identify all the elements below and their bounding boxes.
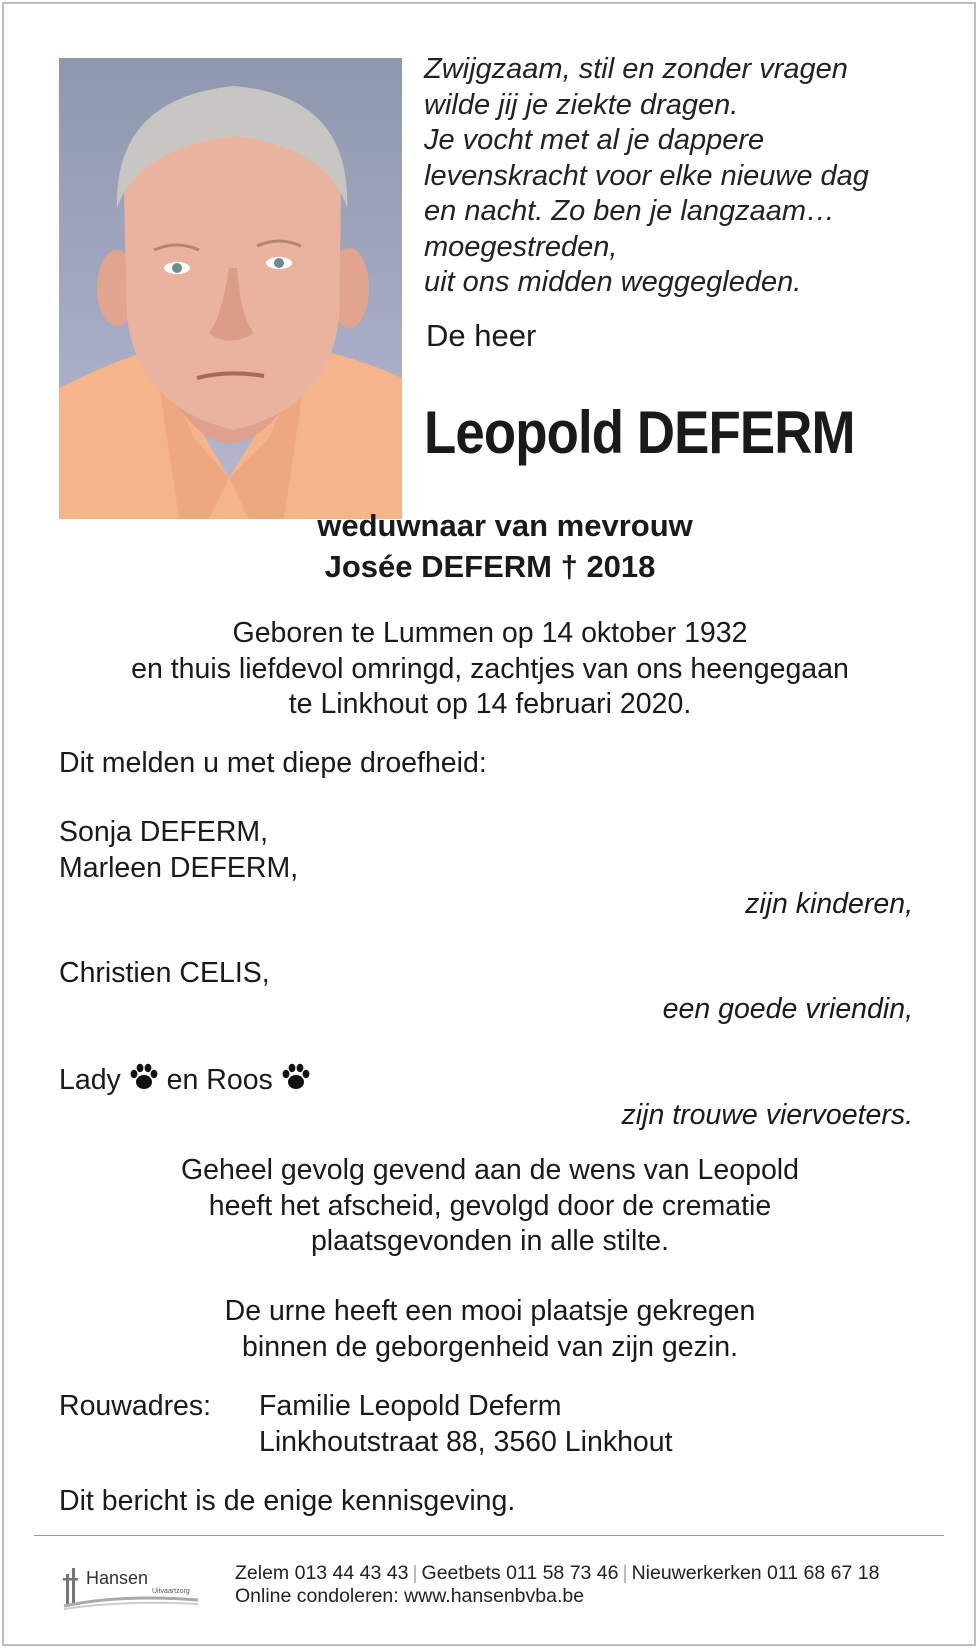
poem-line: en nacht. Zo ben je langzaam… [424,195,836,227]
pets-line [59,1063,311,1101]
poem-line: moegestreden, [424,230,618,263]
poem [424,52,869,301]
salutation: De heer [426,318,537,353]
birth-line: te Linkhout op 14 februari 2020. [288,688,692,720]
birth-line: Geboren te Lummen op 14 oktober 1932 [232,617,748,649]
footer-contact [235,1562,879,1608]
footer-divider [34,1535,944,1536]
separator: | [412,1562,418,1584]
farewell-line: Geheel gevolg gevend aan de wens van Leopold [181,1154,799,1186]
mourner-name: Christien CELIS, [59,957,270,989]
poem-line: levenskracht voor elke nieuwe dag [424,159,869,192]
mourner-name: Sonja DEFERM, [59,816,269,848]
portrait-photo [59,58,402,519]
children-role: zijn kinderen, [745,888,913,920]
phone-number: Nieuwerkerken 011 68 67 18 [631,1562,880,1584]
address-line: Linkhoutstraat 88, 3560 Linkhout [259,1425,673,1458]
urn-text [0,1294,980,1365]
address-label: Rouwadres: [59,1390,212,1422]
mourner-name: Marleen DEFERM, [59,851,299,884]
birth-line: en thuis liefdevol omringd, zachtjes van ons heengegaan [131,652,849,685]
farewell-line: heeft het afscheid, gevolgd door de crematie [208,1189,772,1222]
widow-statement [0,505,980,587]
friend-role: een goede vriendin, [662,993,913,1025]
farewell-line: plaatsgevonden in alle stilte. [310,1225,670,1257]
pet-name: en Roos [166,1064,273,1096]
phone-number: Zelem 013 44 43 43 [235,1562,409,1584]
intro-text: Dit melden u met diepe droefheid: [59,747,487,779]
separator: | [622,1562,628,1584]
urn-line: binnen de geborgenheid van zijn gezin. [242,1330,738,1363]
farewell-text [0,1153,980,1260]
widow-line: Josée DEFERM † 2018 [324,549,656,584]
poem-line: Zwijgzaam, stil en zonder vragen [424,53,848,85]
logo-subtitle: Uitvaartzorg [152,1588,190,1595]
poem-line: Je vocht met al je dappere [424,124,765,156]
logo-wordmark: Hansen [86,1568,149,1588]
birth-death-info [0,616,980,723]
notice-text: Dit bericht is de enige kennisgeving. [59,1485,516,1517]
deceased-name: Leopold DEFERM [424,399,855,466]
phone-number: Geetbets 011 58 73 46 [421,1562,619,1584]
online-condolence-link[interactable]: Online condoleren: www.hansenbvba.be [235,1585,585,1607]
widow-line: weduwnaar van mevrouw [317,508,693,543]
address-line: Familie Leopold Deferm [259,1390,562,1422]
poem-line: uit ons midden weggegleden. [424,266,802,298]
paw-icon [281,1063,311,1101]
urn-line: De urne heeft een mooi plaatsje gekregen [224,1295,756,1327]
pet-name: Lady [59,1064,121,1096]
address-block [259,1389,673,1460]
pets-role: zijn trouwe viervoeters. [621,1099,913,1131]
children-list [59,815,298,886]
paw-icon [129,1063,159,1101]
poem-line: wilde jij je ziekte dragen. [424,88,739,121]
